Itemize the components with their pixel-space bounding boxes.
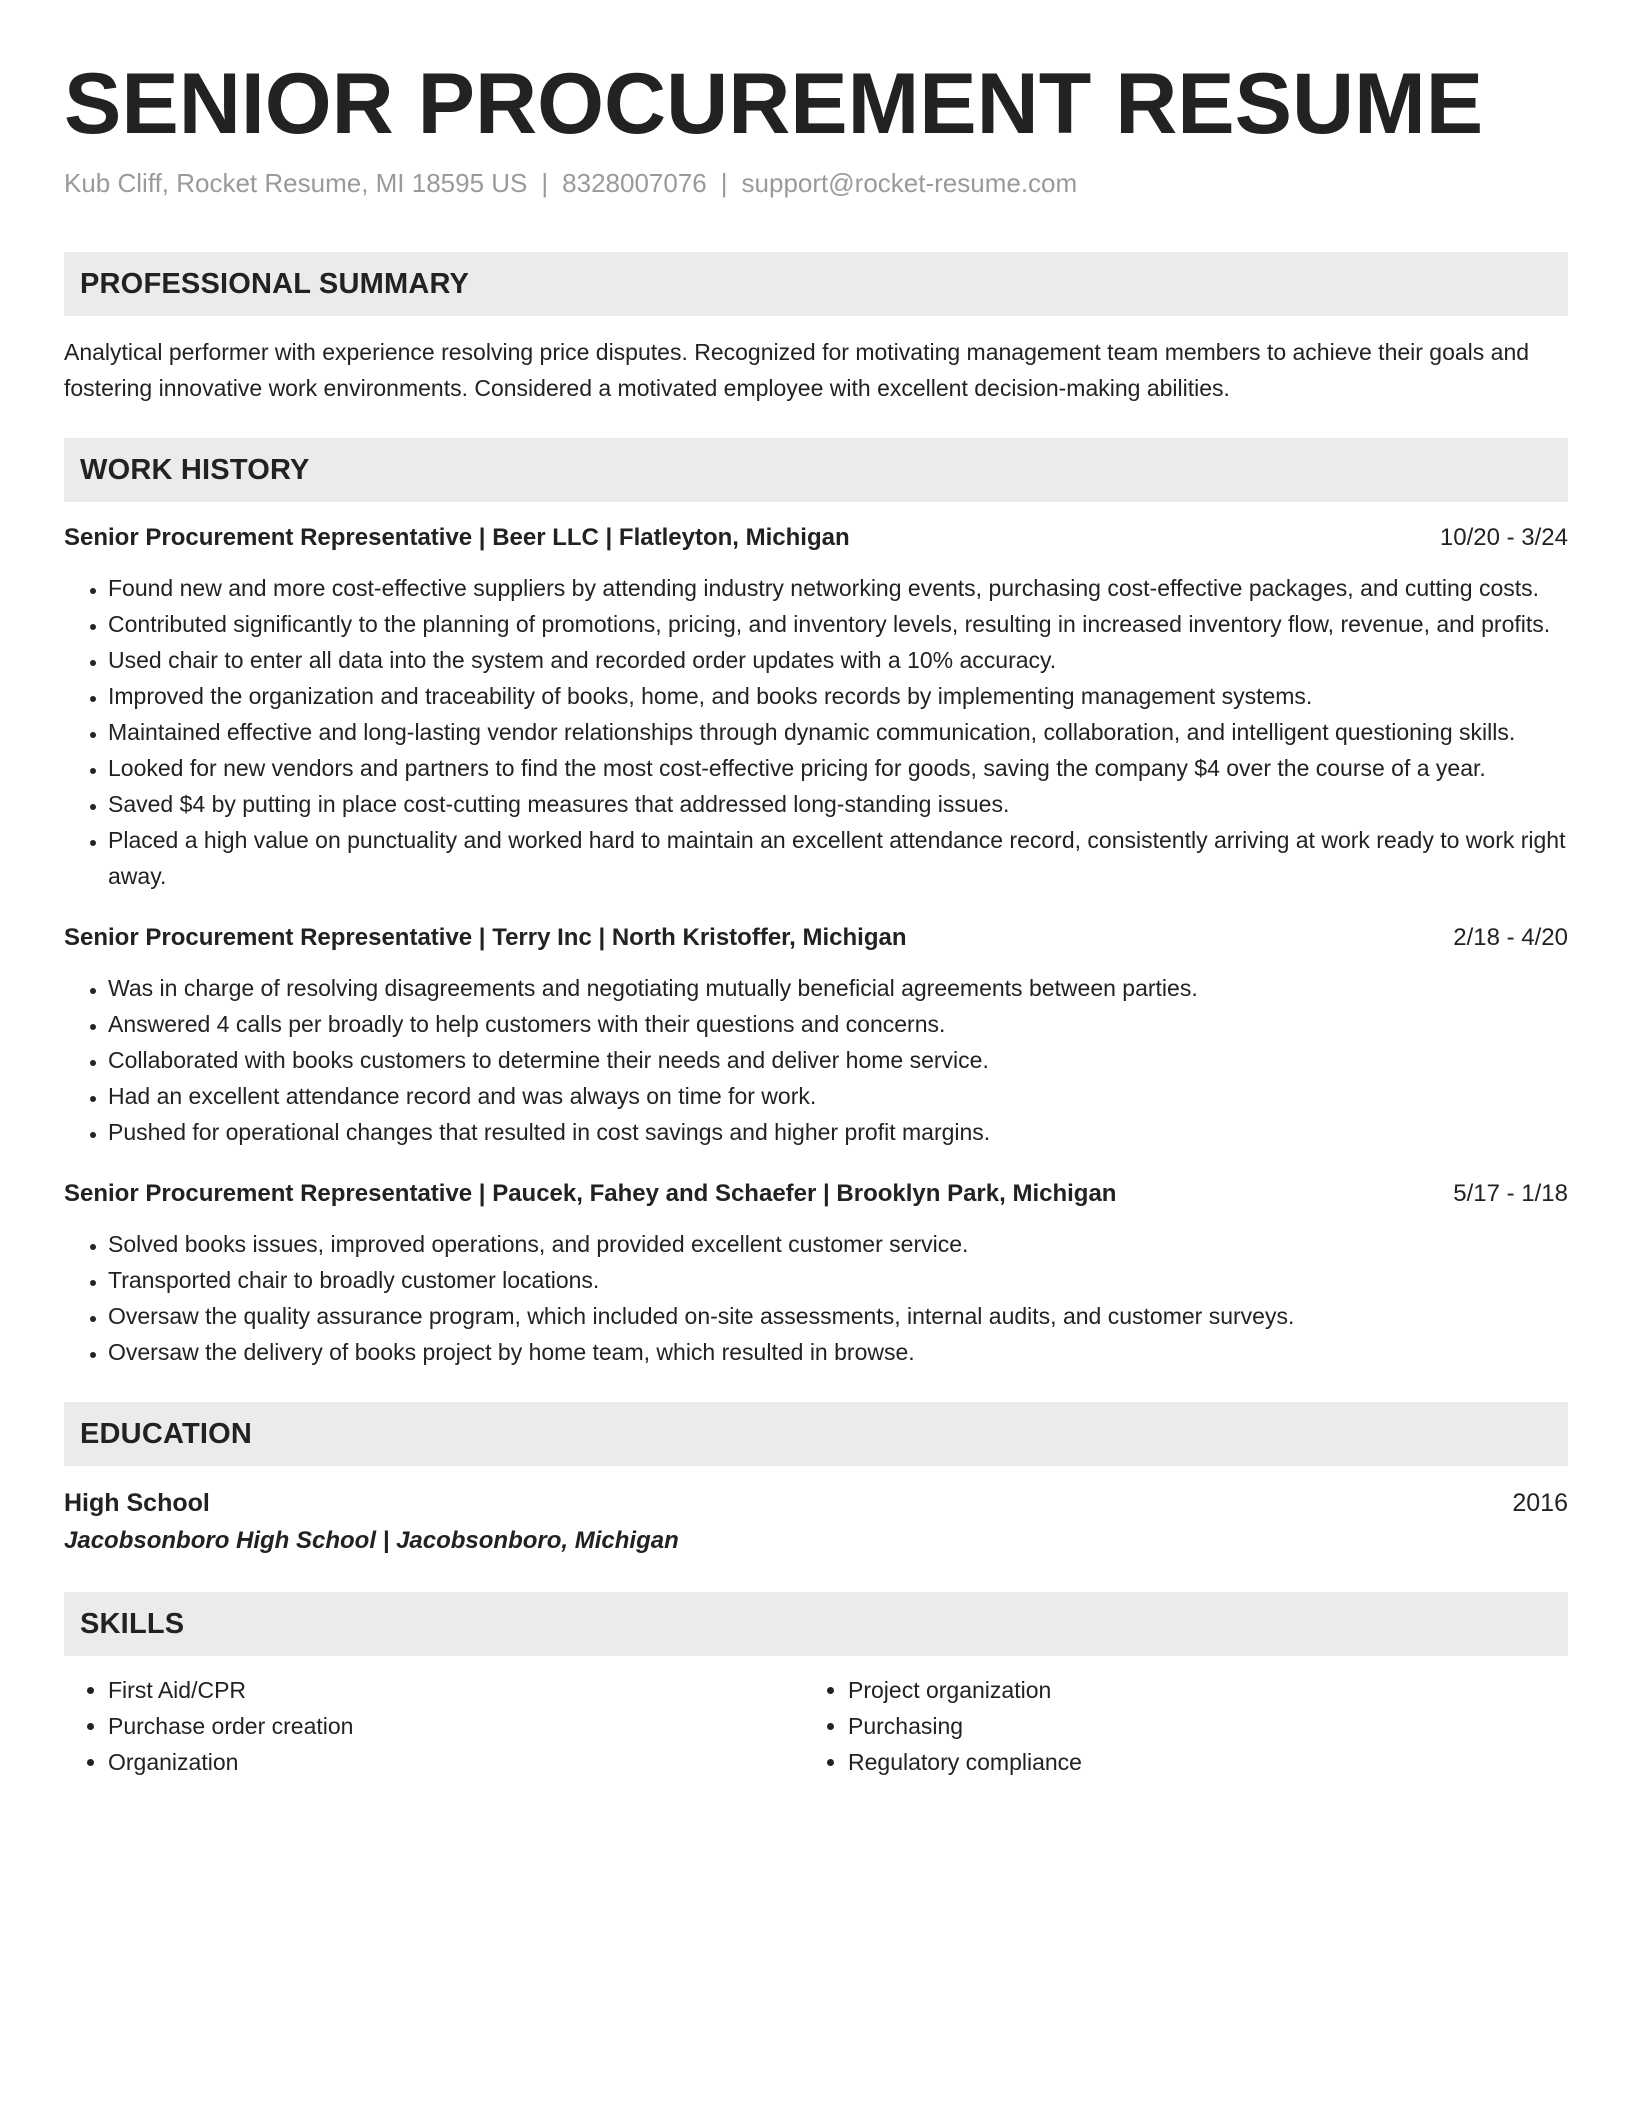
contact-separator: | <box>541 168 549 198</box>
skill-item: • Purchase order creation <box>108 1708 804 1744</box>
education-school: Jacobsonboro High School | Jacobsonboro, Michigan <box>64 1527 679 1554</box>
job-dates: 10/20 - 3/24 <box>1439 524 1568 551</box>
skill-item: • Purchasing <box>848 1708 1544 1744</box>
job-title: Senior Procurement Representative | Paucek, Fahey and Schaefer | Brooklyn Park, Michigan <box>64 1180 1117 1207</box>
contact-phone: 8328007076 <box>562 168 707 198</box>
job-bullet: • Placed a high value on punctuality and worked hard to maintain an excellent attendance record, consistently arriving at work ready to work right away. <box>108 822 1568 894</box>
contact-separator: | <box>720 168 728 198</box>
job-title: Senior Procurement Representative | Beer LLC | Flatleyton, Michigan <box>64 524 850 551</box>
skills-column-left <box>64 1672 804 1780</box>
resume-title: SENIOR PROCUREMENT RESUME <box>64 56 1484 152</box>
job-bullet: • Saved $4 by putting in place cost-cutting measures that addressed long-standing issues. <box>108 786 1568 822</box>
job-entry <box>64 520 1568 894</box>
job-bullet: • Solved books issues, improved operations, and provided excellent customer service. <box>108 1226 1568 1262</box>
education-year: 2016 <box>1512 1489 1568 1517</box>
education-section-header <box>64 1402 1568 1466</box>
job-bullets <box>64 1226 1568 1370</box>
education-header <box>64 1484 1568 1522</box>
job-bullet: • Improved the organization and traceability of books, home, and books records by implementing management systems. <box>108 678 1568 714</box>
job-dates: 2/18 - 4/20 <box>1453 924 1568 951</box>
job-header <box>64 1176 1568 1212</box>
skill-item: • Regulatory compliance <box>848 1744 1544 1780</box>
work-heading: WORK HISTORY <box>80 453 310 486</box>
resume-page <box>64 56 1568 1780</box>
job-entry <box>64 920 1568 1150</box>
skills-section-header <box>64 1592 1568 1656</box>
contact-line <box>64 166 1568 200</box>
job-header <box>64 520 1568 556</box>
education-heading: EDUCATION <box>80 1417 253 1450</box>
job-bullet: • Transported chair to broadly customer locations. <box>108 1262 1568 1298</box>
job-bullet: • Answered 4 calls per broadly to help customers with their questions and concerns. <box>108 1006 1568 1042</box>
education-degree: High School <box>64 1489 210 1517</box>
job-bullet: • Contributed significantly to the planning of promotions, pricing, and inventory levels, resulting in increased inventory flow, revenue, and profits. <box>108 606 1568 642</box>
skills-heading: SKILLS <box>80 1607 185 1640</box>
job-bullet: • Found new and more cost-effective suppliers by attending industry networking events, purchasing cost-effective packages, and cutting costs. <box>108 570 1568 606</box>
job-bullets <box>64 570 1568 894</box>
summary-heading: PROFESSIONAL SUMMARY <box>80 267 470 300</box>
job-title: Senior Procurement Representative | Terry Inc | North Kristoffer, Michigan <box>64 924 907 951</box>
skill-item: • Organization <box>108 1744 804 1780</box>
job-dates: 5/17 - 1/18 <box>1453 1180 1568 1207</box>
contact-address: Kub Cliff, Rocket Resume, MI 18595 US <box>64 168 528 198</box>
job-entry <box>64 1176 1568 1370</box>
job-bullets <box>64 970 1568 1150</box>
summary-section-header <box>64 252 1568 316</box>
education-entry <box>64 1484 1568 1560</box>
skill-item: • Project organization <box>848 1672 1544 1708</box>
job-bullet: • Had an excellent attendance record and was always on time for work. <box>108 1078 1568 1114</box>
job-bullet: • Used chair to enter all data into the system and recorded order updates with a 10% accuracy. <box>108 642 1568 678</box>
contact-email: support@rocket-resume.com <box>741 168 1078 198</box>
job-bullet: • Oversaw the quality assurance program, which included on-site assessments, internal audits, and customer surveys. <box>108 1298 1568 1334</box>
job-bullet: • Maintained effective and long-lasting vendor relationships through dynamic communication, collaboration, and intelligent questioning skills. <box>108 714 1568 750</box>
job-bullet: • Pushed for operational changes that resulted in cost savings and higher profit margins. <box>108 1114 1568 1150</box>
summary-text: Analytical performer with experience resolving price disputes. Recognized for motivating management team members to achieve their goals and fostering innovative work environments. Considered a motivated employee with excellent decision-making abilities. <box>64 339 1530 401</box>
job-bullet: • Oversaw the delivery of books project by home team, which resulted in browse. <box>108 1334 1568 1370</box>
job-header <box>64 920 1568 956</box>
job-bullet: • Looked for new vendors and partners to find the most cost-effective pricing for goods, saving the company $4 over the course of a year. <box>108 750 1568 786</box>
skills-column-right <box>804 1672 1544 1780</box>
skills-list <box>64 1672 1568 1780</box>
skill-item: • First Aid/CPR <box>108 1672 804 1708</box>
work-section-header <box>64 438 1568 502</box>
job-bullet: • Collaborated with books customers to determine their needs and deliver home service. <box>108 1042 1568 1078</box>
job-bullet: • Was in charge of resolving disagreements and negotiating mutually beneficial agreements between parties. <box>108 970 1568 1006</box>
